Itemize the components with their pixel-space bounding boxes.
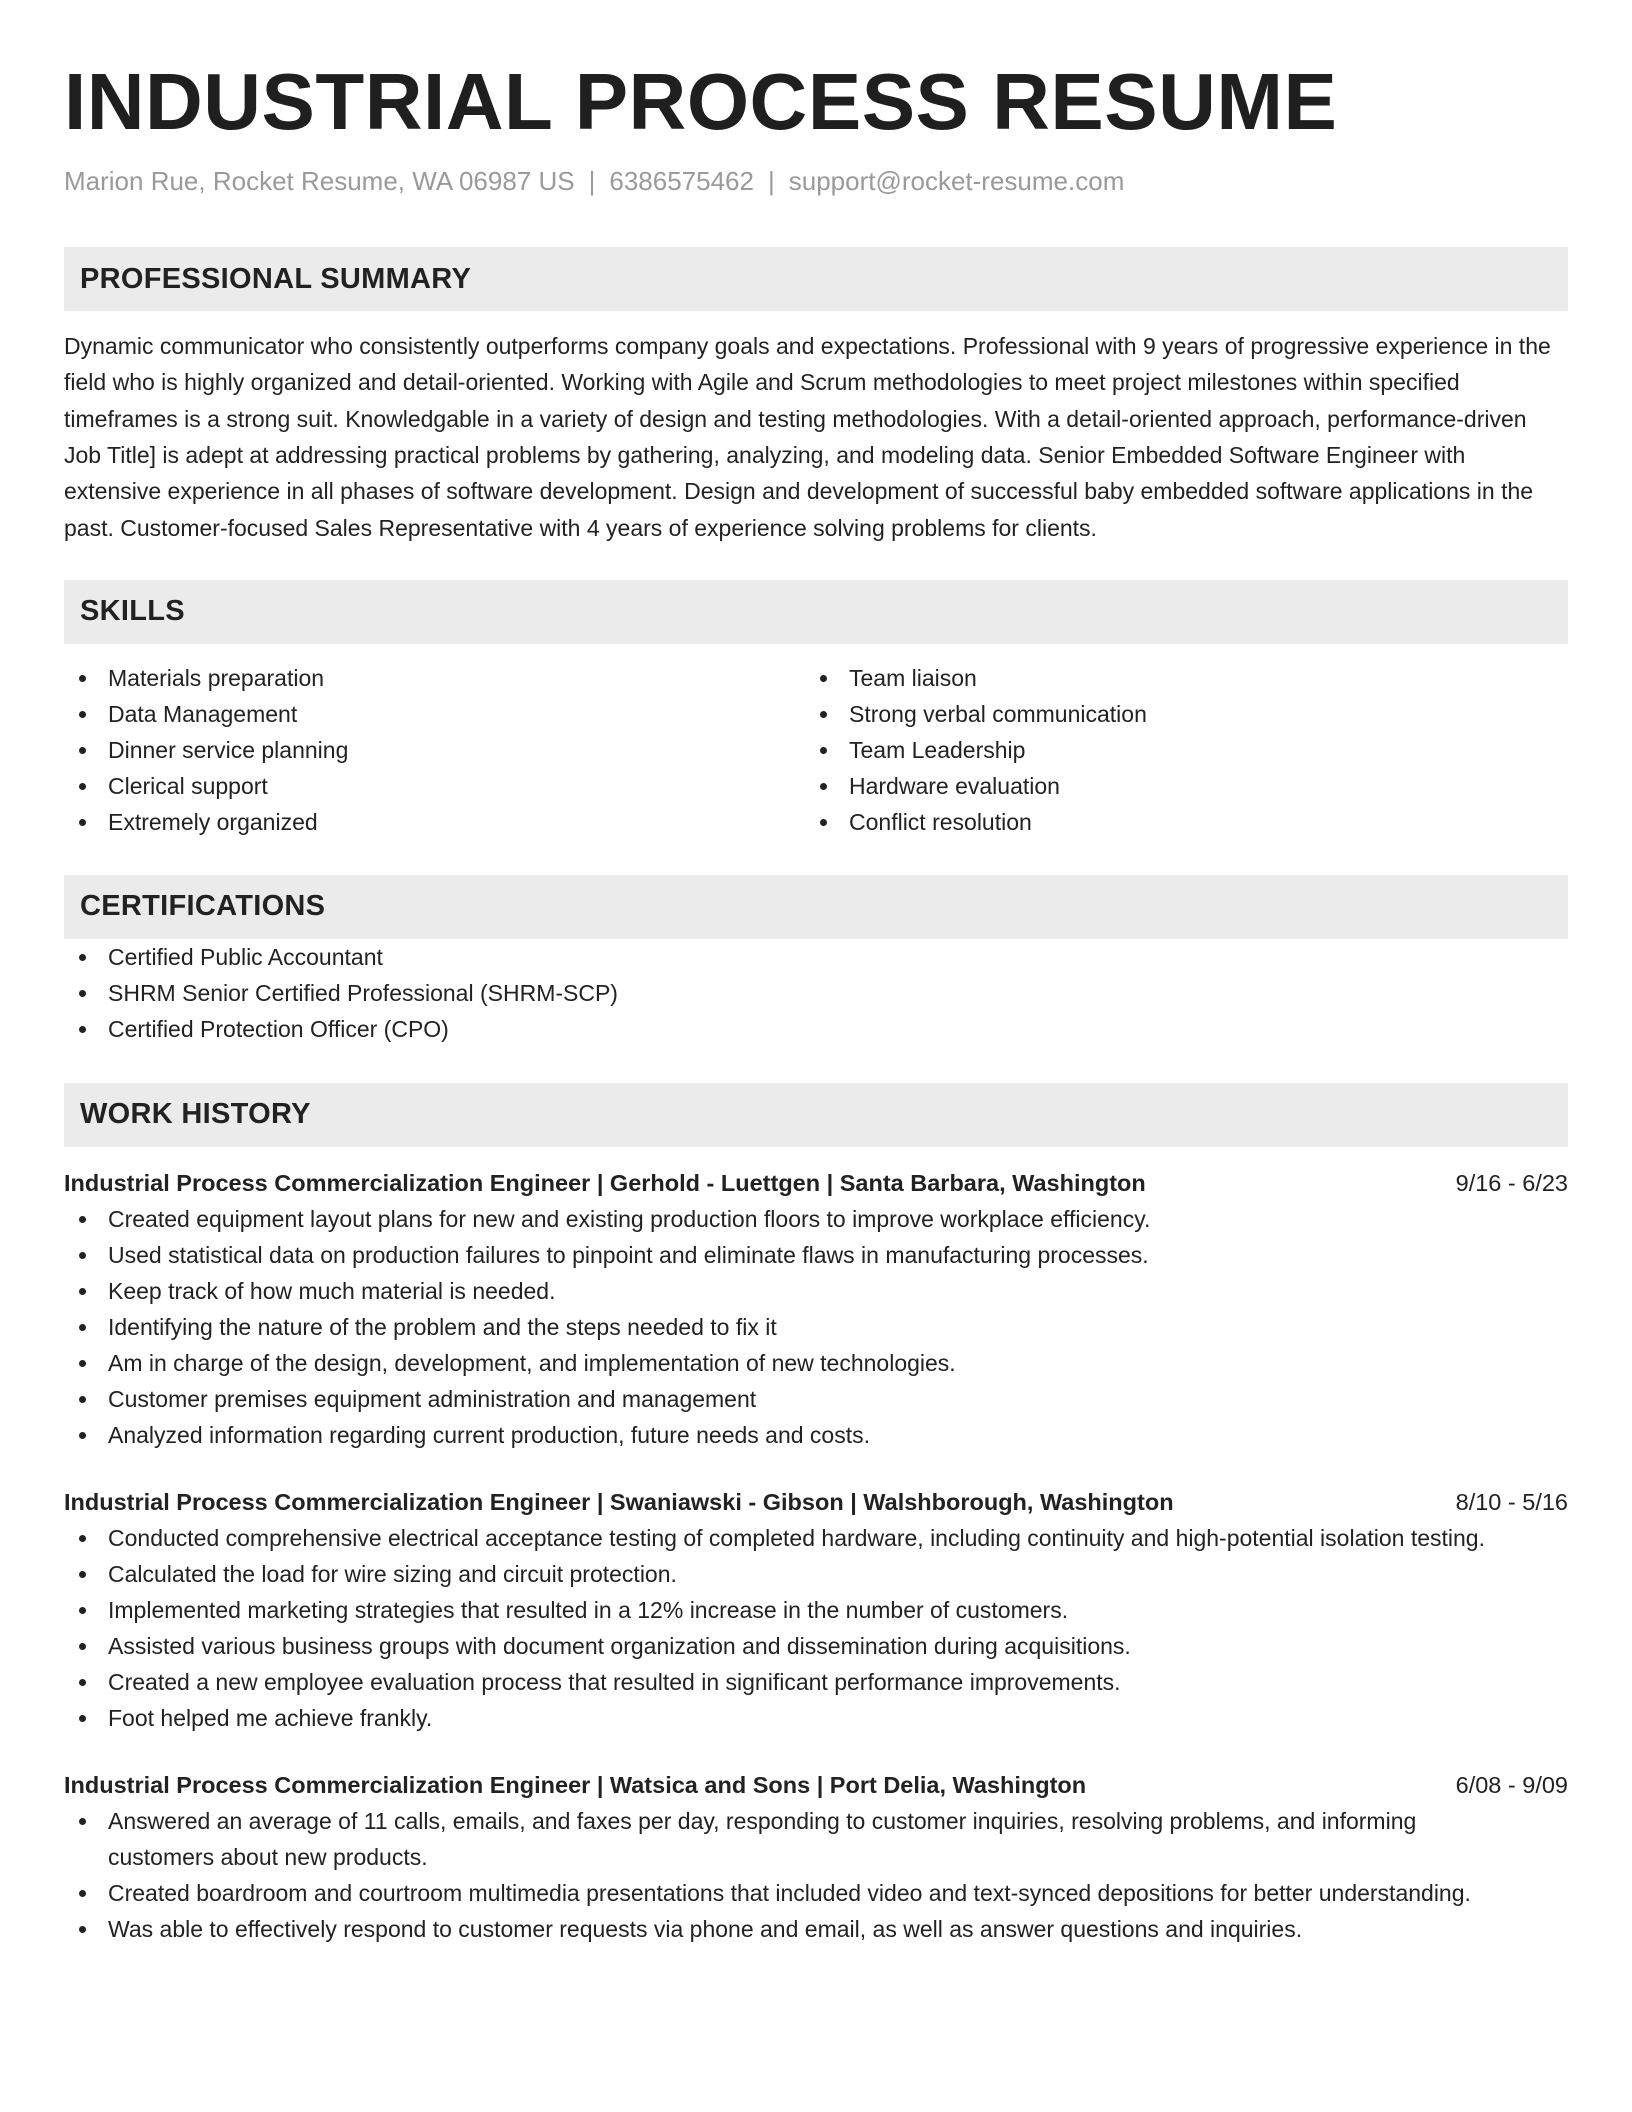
skills-list-right (805, 660, 1546, 840)
job-bullet: Am in charge of the design, development, and implementation of new technologies. (64, 1345, 1568, 1381)
skill-item: Team liaison (805, 660, 1546, 696)
job-bullet: Implemented marketing strategies that resulted in a 12% increase in the number of customers. (64, 1592, 1568, 1628)
skills-grid (64, 660, 1568, 840)
job-bullet: Created equipment layout plans for new and existing production floors to improve workplace efficiency. (64, 1201, 1568, 1237)
contact-address: Marion Rue, Rocket Resume, WA 06987 US (64, 166, 575, 196)
job-bullet-list (64, 1803, 1568, 1947)
certification-item: Certified Public Accountant (64, 939, 1568, 975)
job-bullet: Identifying the nature of the problem and the steps needed to fix it (64, 1309, 1568, 1345)
resume-title: INDUSTRIAL PROCESS RESUME (64, 57, 1338, 146)
certification-item: SHRM Senior Certified Professional (SHRM-SCP) (64, 975, 1568, 1011)
job-header (64, 1767, 1568, 1803)
certifications-heading: CERTIFICATIONS (64, 875, 1568, 939)
job-bullet: Calculated the load for wire sizing and circuit protection. (64, 1556, 1568, 1592)
job-dates: 6/08 - 9/09 (1455, 1771, 1568, 1798)
job-dates: 8/10 - 5/16 (1455, 1488, 1568, 1515)
job-bullet-list (64, 1520, 1568, 1736)
job-header (64, 1484, 1568, 1520)
job-bullet: Conducted comprehensive electrical acceptance testing of completed hardware, including continuity and high-potential isolation testing. (64, 1520, 1568, 1556)
skill-item: Clerical support (64, 768, 805, 804)
job-bullet: Analyzed information regarding current production, future needs and costs. (64, 1417, 1568, 1453)
certifications-list (64, 939, 1568, 1047)
skill-item: Team Leadership (805, 732, 1546, 768)
job-bullet: Was able to effectively respond to customer requests via phone and email, as well as answer questions and inquiries. (64, 1911, 1568, 1947)
skill-item: Strong verbal communication (805, 696, 1546, 732)
contact-separator: | (767, 166, 775, 196)
summary-text: Dynamic communicator who consistently outperforms company goals and expectations. Professional with 9 years of progressive experience in the field who is highly organized and detail-oriented. Working with Agile and Scrum methodologies to meet project milestones within specified timeframes is a strong suit. Knowledgable in a variety of design and testing methodologies. With a detail-oriented approach, performance-driven Job Title] is adept at addressing practical problems by gathering, analyzing, and modeling data. Senior Embedded Software Engineer with extensive experience in all phases of software development. Design and development of successful baby embedded software applications in the past. Customer-focused Sales Representative with 4 years of experience solving problems for clients. (64, 333, 1551, 541)
job-bullet: Created boardroom and courtroom multimedia presentations that included video and text-synced depositions for better understanding. (64, 1875, 1568, 1911)
skill-item: Materials preparation (64, 660, 805, 696)
work-history-heading: WORK HISTORY (64, 1083, 1568, 1147)
job-entry (64, 1165, 1568, 1453)
job-entry (64, 1484, 1568, 1736)
summary-heading: PROFESSIONAL SUMMARY (64, 247, 1568, 311)
contact-phone: 6386575462 (609, 166, 754, 196)
certification-item: Certified Protection Officer (CPO) (64, 1011, 1568, 1047)
job-bullet: Used statistical data on production failures to pinpoint and eliminate flaws in manufacturing processes. (64, 1237, 1568, 1273)
skill-item: Data Management (64, 696, 805, 732)
contact-line (64, 166, 1568, 197)
job-title: Industrial Process Commercialization Engineer | Swaniawski - Gibson | Walshborough, Washington (64, 1488, 1174, 1515)
skill-item: Conflict resolution (805, 804, 1546, 840)
job-bullet: Keep track of how much material is needed. (64, 1273, 1568, 1309)
job-title: Industrial Process Commercialization Engineer | Gerhold - Luettgen | Santa Barbara, Washington (64, 1169, 1146, 1196)
job-header (64, 1165, 1568, 1201)
job-bullet: Customer premises equipment administration and management (64, 1381, 1568, 1417)
skills-column-right (805, 660, 1546, 840)
job-title: Industrial Process Commercialization Engineer | Watsica and Sons | Port Delia, Washington (64, 1771, 1087, 1798)
skills-list-left (64, 660, 805, 840)
job-dates: 9/16 - 6/23 (1455, 1169, 1568, 1196)
job-bullet: Foot helped me achieve frankly. (64, 1700, 1568, 1736)
job-entry (64, 1767, 1568, 1947)
skill-item: Extremely organized (64, 804, 805, 840)
job-bullet: Created a new employee evaluation process that resulted in significant performance improvements. (64, 1664, 1568, 1700)
skill-item: Hardware evaluation (805, 768, 1546, 804)
contact-separator: | (588, 166, 596, 196)
skill-item: Dinner service planning (64, 732, 805, 768)
contact-email: support@rocket-resume.com (788, 166, 1125, 196)
skills-column-left (64, 660, 805, 840)
skills-heading: SKILLS (64, 580, 1568, 644)
job-bullet: Assisted various business groups with document organization and dissemination during acquisitions. (64, 1628, 1568, 1664)
job-bullet-list (64, 1201, 1568, 1453)
job-bullet: Answered an average of 11 calls, emails, and faxes per day, responding to customer inquiries, resolving problems, and informing customers about new products. (64, 1803, 1568, 1875)
